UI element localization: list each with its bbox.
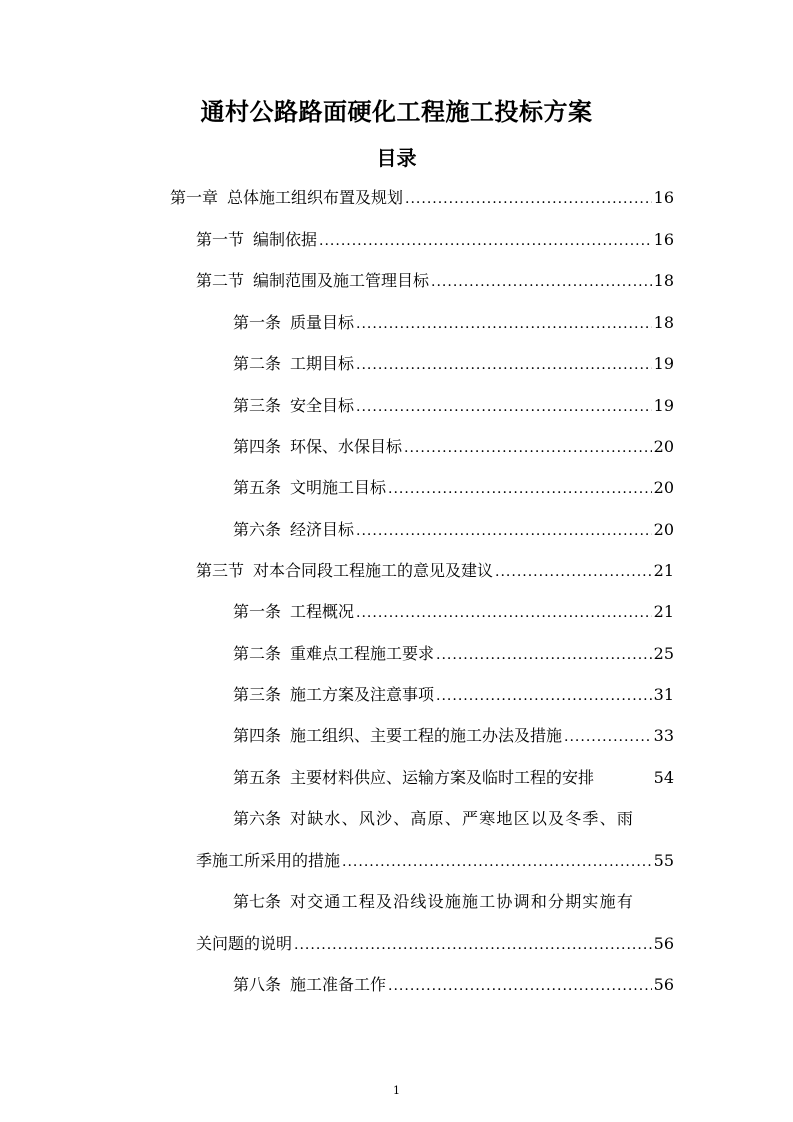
toc-entry-title: 施工准备工作 xyxy=(290,975,387,994)
toc-entry-article[interactable] xyxy=(233,974,674,997)
toc-entry-number: 第一条 xyxy=(233,313,282,332)
toc-entry-title-first-line: 对交通工程及沿线设施施工协调和分期实施有 xyxy=(290,892,635,911)
toc-entry-page: 18 xyxy=(653,313,674,332)
toc-entry-page: 19 xyxy=(653,354,674,373)
toc-entry-article[interactable] xyxy=(233,436,674,459)
toc-entry-section-1[interactable] xyxy=(196,229,674,252)
toc-entry-title: 编制依据 xyxy=(253,230,318,249)
toc-entry-article[interactable] xyxy=(233,312,674,335)
toc-entry-page: 31 xyxy=(653,685,674,704)
toc-entry-first-line xyxy=(233,891,634,913)
toc-entry-page: 55 xyxy=(653,851,674,870)
toc-entry-title: 环保、水保目标 xyxy=(290,437,403,456)
toc-entry-page: 21 xyxy=(653,602,674,621)
toc-entry-page: 56 xyxy=(653,975,674,994)
toc-heading: 目录 xyxy=(376,146,417,170)
toc-entry-number: 第一节 xyxy=(196,230,245,249)
toc-dot-leader xyxy=(356,396,652,418)
toc-dot-leader xyxy=(294,934,652,956)
toc-entry-section-3[interactable] xyxy=(196,560,674,583)
toc-entry-chapter-1[interactable] xyxy=(170,187,674,210)
toc-entry-page: 19 xyxy=(653,396,674,415)
toc-entry-second-line xyxy=(196,933,674,956)
toc-entry-number: 第二条 xyxy=(233,354,282,373)
toc-dot-leader xyxy=(404,437,652,459)
toc-entry-first-line xyxy=(233,808,634,830)
toc-entry-article[interactable] xyxy=(233,725,674,748)
toc-dot-leader xyxy=(342,851,652,873)
toc-entry-page: 21 xyxy=(653,561,674,580)
toc-entry-number: 第四条 xyxy=(233,437,282,456)
toc-entry-article[interactable] xyxy=(233,601,674,624)
toc-dot-leader xyxy=(356,602,652,624)
toc-entry-article[interactable] xyxy=(233,477,674,500)
toc-entry-title: 重难点工程施工要求 xyxy=(290,644,435,663)
toc-entry-title: 施工方案及注意事项 xyxy=(290,685,435,704)
toc-entry-number: 第五条 xyxy=(233,768,282,787)
toc-entry-article[interactable] xyxy=(233,767,674,789)
toc-entry-number: 第七条 xyxy=(233,892,282,911)
toc-entry-section-2[interactable] xyxy=(196,270,674,293)
toc-entry-page: 18 xyxy=(653,271,674,290)
toc-entry-article[interactable] xyxy=(233,353,674,376)
toc-entry-article[interactable] xyxy=(233,519,674,542)
toc-dot-leader xyxy=(356,520,652,542)
toc-entry-number: 第六条 xyxy=(233,520,282,539)
toc-dot-leader xyxy=(356,354,652,376)
toc-entry-title: 工期目标 xyxy=(290,354,355,373)
toc-entry-title: 编制范围及施工管理目标 xyxy=(253,271,430,290)
toc-entry-number: 第二节 xyxy=(196,271,245,290)
page-number: 1 xyxy=(393,1084,400,1097)
toc-entry-number: 第八条 xyxy=(233,975,282,994)
document-title: 通村公路路面硬化工程施工投标方案 xyxy=(200,98,593,126)
toc-entry-page: 25 xyxy=(653,644,674,663)
toc-entry-number: 第三条 xyxy=(233,685,282,704)
toc-entry-title-second-line: 季施工所采用的措施 xyxy=(196,851,341,870)
toc-entry-number: 第四条 xyxy=(233,726,282,745)
toc-entry-title-first-line: 对缺水、风沙、高原、严寒地区以及冬季、雨 xyxy=(290,809,635,828)
toc-entry-number: 第二条 xyxy=(233,644,282,663)
toc-entry-title-second-line: 关问题的说明 xyxy=(196,934,293,953)
toc-dot-leader xyxy=(564,726,652,748)
toc-dot-leader xyxy=(388,478,652,500)
toc-entry-title: 主要材料供应、运输方案及临时工程的安排 xyxy=(290,768,595,787)
toc-entry-title: 施工组织、主要工程的施工办法及措施 xyxy=(290,726,563,745)
toc-entry-title: 工程概况 xyxy=(290,602,355,621)
toc-dot-leader xyxy=(436,685,652,707)
toc-entry-title: 经济目标 xyxy=(290,520,355,539)
toc-entry-title: 质量目标 xyxy=(290,313,355,332)
toc-entry-page: 54 xyxy=(653,768,674,787)
toc-entry-title: 文明施工目标 xyxy=(290,478,387,497)
toc-dot-leader xyxy=(436,644,652,666)
toc-entry-number: 第六条 xyxy=(233,809,282,828)
toc-entry-page: 20 xyxy=(653,520,674,539)
toc-entry-number: 第三条 xyxy=(233,396,282,415)
toc-entry-page: 33 xyxy=(653,726,674,745)
toc-entry-page: 20 xyxy=(653,437,674,456)
toc-entry-number: 第三节 xyxy=(196,561,245,580)
toc-entry-article[interactable] xyxy=(233,684,674,707)
toc-dot-leader xyxy=(388,975,652,997)
toc-dot-leader xyxy=(405,188,652,210)
toc-entry-title: 对本合同段工程施工的意见及建议 xyxy=(253,561,494,580)
toc-dot-leader xyxy=(431,271,652,293)
toc-dot-leader xyxy=(495,561,652,583)
toc-entry-title: 安全目标 xyxy=(290,396,355,415)
toc-dot-leader xyxy=(356,313,652,335)
toc-entry-number: 第一条 xyxy=(233,602,282,621)
toc-entry-number: 第五条 xyxy=(233,478,282,497)
toc-entry-page: 20 xyxy=(653,478,674,497)
toc-entry-title: 总体施工组织布置及规划 xyxy=(227,188,404,207)
toc-entry-page: 56 xyxy=(653,934,674,953)
toc-entry-second-line xyxy=(196,850,674,873)
toc-entry-page: 16 xyxy=(653,230,674,249)
toc-dot-leader xyxy=(319,230,652,252)
toc-entry-number: 第一章 xyxy=(170,188,219,207)
toc-entry-article[interactable] xyxy=(233,395,674,418)
toc-entry-page: 16 xyxy=(653,188,674,207)
toc-entry-article[interactable] xyxy=(233,643,674,666)
